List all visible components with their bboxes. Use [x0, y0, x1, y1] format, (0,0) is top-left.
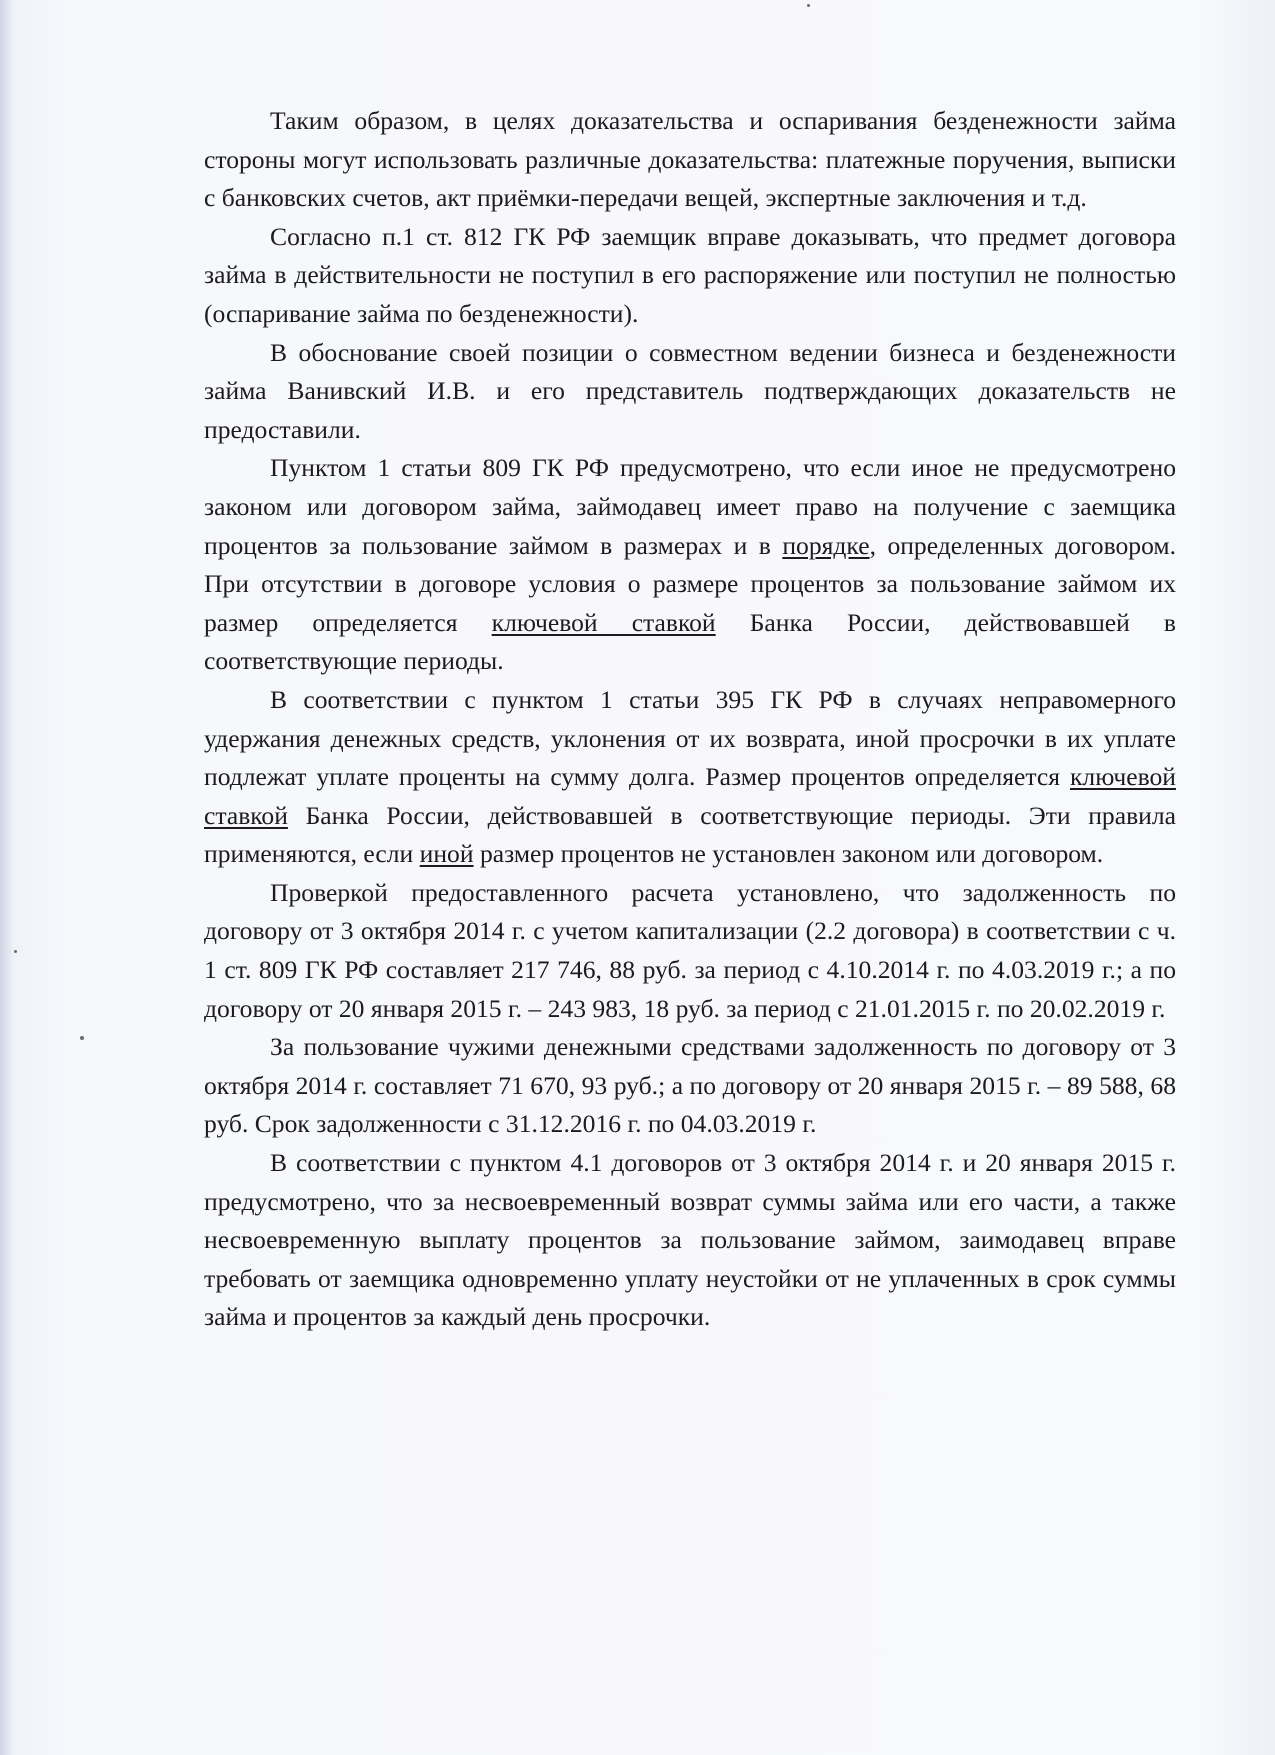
paragraph-8 — [204, 1144, 1176, 1337]
scan-speck — [80, 1036, 84, 1040]
link-klyuchevoy-stavkoy: ключевой ставкой — [491, 607, 716, 637]
link-inoy: иной — [419, 839, 474, 869]
paragraph-8-text: В соответствии с пунктом 4.1 договоров от 3 октября 2014 г. и 20 января 2015 г. предусмотрено, что за несвоевременный возврат суммы займа или его части, а также несвоевременную выплату процентов за пользование займом, заимодавец вправе требовать от заемщика одновременно уплату неустойки от не уплаченных в срок суммы займа и процентов за каждый день просрочки. — [204, 1148, 1176, 1332]
document-body — [204, 102, 1176, 1337]
paragraph-3-text: В обоснование своей позиции о совместном ведении бизнеса и безденежности займа Ванивский И.В. и его представитель подтверждающих доказательств не предоставили. — [204, 337, 1176, 444]
paragraph-6-text: Проверкой предоставленного расчета установлено, что задолженность по договору от 3 октября 2014 г. с учетом капитализации (2.2 договора) в соответствии с ч. 1 ст. 809 ГК РФ составляет 217 746, 88 руб. за период с 4.10.2014 г. по 4.03.2019 г.; а по договору от 20 января 2015 г. – 243 983, 18 руб. за период с 21.01.2015 г. по 20.02.2019 г. — [204, 877, 1176, 1023]
paragraph-4-part-2: , определенных договором. При отсутствии в договоре условия о размере процентов за пользование займом их размер определяется — [204, 530, 1176, 637]
page-edge-shadow — [0, 0, 14, 1755]
scan-speck — [807, 4, 810, 7]
paragraph-5-part-1: В соответствии с пунктом 1 статьи 395 ГК РФ в случаях неправомерного удержания денежных средств, уклонения от их возврата, иной просрочки в их уплате подлежат уплате проценты на сумму долга. Размер процентов определяется — [204, 684, 1176, 792]
paragraph-5-part-2: Банка России, действовавшей в соответствующие периоды. Эти правила применяются, если — [204, 800, 1176, 869]
paragraph-3 — [204, 334, 1176, 450]
paragraph-2-text: Согласно п.1 ст. 812 ГК РФ заемщик вправе доказывать, что предмет договора займа в действительности не поступил в его распоряжение или поступил не полностью (оспаривание займа по безденежности). — [204, 221, 1176, 328]
paragraph-5 — [204, 681, 1176, 874]
paragraph-1-text: Таким образом, в целях доказательства и оспаривания безденежности займа стороны могут использовать различные доказательства: платежные поручения, выписки с банковских счетов, акт приёмки-передачи вещей, экспертные заключения и т.д. — [204, 106, 1176, 213]
link-poryadke: порядке — [782, 530, 870, 560]
paragraph-4-part-1: Пунктом 1 статьи 809 ГК РФ предусмотрено, что если иное не предусмотрено законом или договором займа, займодавец имеет право на получение с заемщика процентов за пользование займом в размерах и в — [204, 453, 1176, 560]
paragraph-5-part-3: размер процентов не установлен законом или договором. — [473, 839, 1104, 869]
paragraph-1 — [204, 102, 1176, 218]
paragraph-2 — [204, 218, 1176, 334]
scan-speck — [14, 950, 17, 953]
paragraph-4-part-3: Банка России, действовавшей в соответствующие периоды. — [204, 607, 1177, 676]
paragraph-4 — [204, 449, 1176, 681]
paragraph-6 — [204, 874, 1176, 1028]
paragraph-7-text: За пользование чужими денежными средствами задолженность по договору от 3 октября 2014 г. составляет 71 670, 93 руб.; а по договору от 20 января 2015 г. – 89 588, 68 руб. Срок задолженности с 31.12.2016 г. по 04.03.2019 г. — [204, 1032, 1176, 1139]
paragraph-7 — [204, 1028, 1176, 1144]
link-klyuchevoy-stavkoy-2: ключевой ставкой — [204, 762, 1176, 830]
